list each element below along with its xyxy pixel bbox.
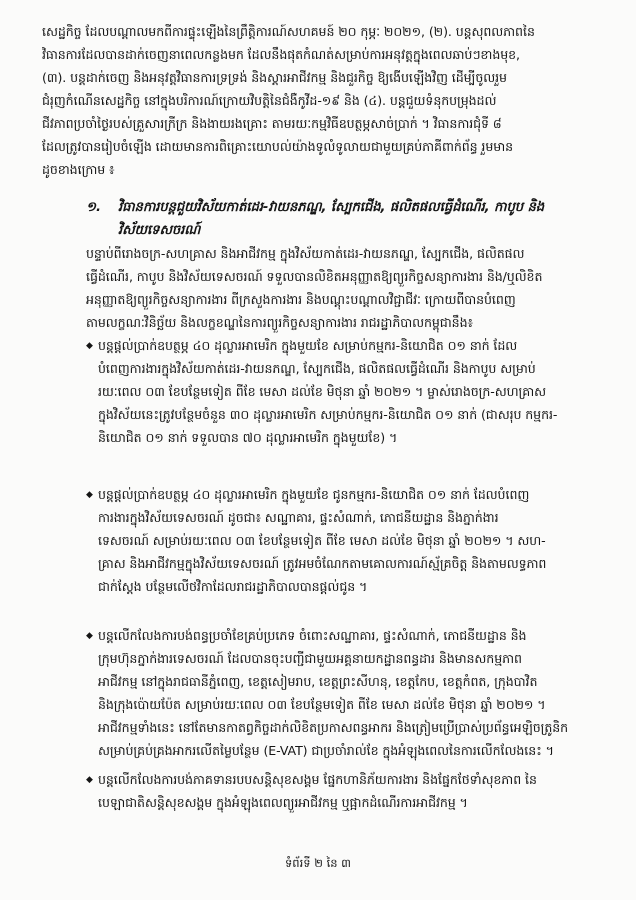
text-line: វិធានការដែលបានដាក់ចេញនាពេលកន្លងមក ដែលនឹងផុតកំណត់សម្រាប់ការអនុវត្តក្នុងពេលឆាប់ៗខាងមុខ, [42, 47, 520, 62]
list-item: និងក្រុងប៉ោយប៉ែត សម្រាប់រយៈពេល ០៣ ខែបន្ថែមទៀត ពីខែ មេសា ដល់ខែ មិថុនា ឆ្នាំ ២០២១ ។ [98, 697, 546, 712]
list-item: បន្តផ្ដល់ប្រាក់ឧបត្ថម្ភ ៤០ ដុល្លារអាមេរិក ក្នុងមួយខែ ជូនកម្មករ-និយោជិត ០១ នាក់ ដែលបំពេញ [98, 487, 530, 502]
section-heading: វិធានការបន្តជួយវិស័យកាត់ដេរ-វាយនភណ្ឌ, ស្បែកជើង, ផលិតផលធ្វើដំណើរ, កាបូប និង [118, 200, 545, 215]
list-item: ការងារក្នុងវិស័យទេសចរណ៍ ដូចជា៖ សណ្ឋាគារ, ផ្ទះសំណាក់, ភោជនីយដ្ឋាន និងភ្នាក់ងារ [98, 510, 499, 525]
list-item: ទេសចរណ៍ សម្រាប់រយៈពេល ០៣ ខែបន្ថែមទៀត ពីខែ មេសា ដល់ខែ មិថុនា ឆ្នាំ ២០២១ ។ សហ- [98, 533, 546, 548]
list-item: បន្តលើកលែងការបង់ពន្ធប្រចាំខែគ្រប់ប្រភេទ ចំពោះសណ្ឋាគារ, ផ្ទះសំណាក់, ភោជនីយដ្ឋាន និង [98, 628, 527, 643]
text-line: តាមលក្ខណៈវិនិច្ឆ័យ និងលក្ខខណ្ឌនៃការព្យួរកិច្ចសន្យាការងារ រាជរដ្ឋាភិបាលកម្ពុជានឹង៖ [86, 315, 473, 330]
list-item: បំពេញការងារក្នុងវិស័យកាត់ដេរ-វាយនភណ្ឌ, ស្បែកជើង, ផលិតផលធ្វើដំណើរ និងកាបូប សម្រាប់ [98, 361, 536, 376]
text-line: សេដ្ឋកិច្ច ដែលបណ្ដាលមកពីការផ្ទុះឡើងនៃព្រឹត្តិការណ៍សហគមន៍ ២០ កុម្ភៈ ២០២១, (២). បន្តសុពលភាពនៃ [42, 24, 535, 39]
text-line: បន្ទាប់ពីរោងចក្រ-សហគ្រាស និងអាជីវកម្ម ក្នុងវិស័យកាត់ដេរ-វាយនភណ្ឌ, ស្បែកជើង, ផលិតផល [86, 246, 525, 261]
list-item: បន្តលើកលែងការបង់ភាគទានរបបសន្តិសុខសង្គម ផ្នែកហានិភ័យការងារ និងផ្នែកថែទាំសុខភាព នៃ [98, 772, 537, 787]
page-number: ទំព័រទី ២ នៃ ៣ [285, 856, 351, 870]
text-line: អនុញ្ញាតឱ្យព្យួរកិច្ចសន្យាការងារ ពីក្រសួងការងារ និងបណ្ដុះបណ្ដាលវិជ្ជាជីវៈ ក្រោយពីបានបំពេញ [86, 292, 516, 307]
list-item: រយៈពេល ០៣ ខែបន្ថែមទៀត ពីខែ មេសា ដល់ខែ មិថុនា ឆ្នាំ ២០២១ ។ ម្ចាស់រោងចក្រ-សហគ្រាស [98, 384, 547, 399]
list-item: អាជីវកម្ម នៅក្នុងរាជធានីភ្នំពេញ, ខេត្តសៀមរាប, ខេត្តព្រះសីហនុ, ខេត្តកែប, ខេត្តកំពត, ក្រុងបាវិត [98, 674, 538, 689]
list-item: សម្រាប់គ្រប់គ្រងអាករលើតម្លៃបន្ថែម (E-VAT) ជាប្រចាំរាល់ខែ ក្នុងអំឡុងពេលនៃការលើកលែងនេះ ។ [98, 743, 554, 758]
list-item: គ្រាស និងអាជីវកម្មក្នុងវិស័យទេសចរណ៍ ត្រូវអមចំណែកតាមគោលការណ៍ស្ម័គ្រចិត្ត និងតាមលទ្ធភាព [98, 556, 547, 571]
section-number: ១. [86, 200, 101, 215]
list-item: បេឡាជាតិសន្តិសុខសង្គម ក្នុងអំឡុងពេលព្យួរអាជីវកម្ម ឬផ្អាកដំណើរការអាជីវកម្ម ។ [98, 795, 468, 810]
list-item: បន្តផ្ដល់ប្រាក់ឧបត្ថម្ភ ៤០ ដុល្លារអាមេរិក ក្នុងមួយខែ សម្រាប់កម្មករ-និយោជិត ០១ នាក់ ដែល [98, 338, 518, 353]
text-line: ជំរុញកំណើនសេដ្ឋកិច្ច នៅក្នុងបរិការណ៍ក្រោយវិបត្តិនៃជំងឺកូវីដ-១៩ និង (៤). បន្តជួយទំនុកបម្រុងដល់ [42, 93, 497, 108]
list-item: ក្រុមហ៊ុនភ្នាក់ងារទេសចរណ៍ ដែលបានចុះបញ្ជីជាមួយអគ្គនាយកដ្ឋានពន្ធដារ និងមានសកម្មភាព [98, 651, 522, 666]
list-item: អាជីវកម្មទាំងនេះ នៅតែមានកាតព្វកិច្ចដាក់លិខិតប្រកាសពន្ធអាករ និងត្រៀមប្រើប្រាស់ប្រព័ន្ធអេឡិចត្រូនិក [98, 720, 569, 735]
text-line: ដូចខាងក្រោម ៖ [42, 162, 115, 177]
text-line: (៣). បន្តដាក់ចេញ និងអនុវត្តវិធានការទ្រទ្រង់ និងស្ដារអាជីវកម្ម និងជួរកិច្ច ឱ្យងើបឡើងវិញ ដើម្បីចូលរួម [42, 70, 507, 85]
section-heading: វិស័យទេសចរណ៍ [118, 223, 201, 238]
list-item: ក្នុងវិស័យនេះត្រូវបន្ថែមចំនួន ៣០ ដុល្លារអាមេរិក សម្រាប់កម្មករ-និយោជិត ០១ នាក់ (ជាសរុប កម្មករ- [98, 407, 558, 422]
text-line: ដែលត្រូវបានរៀបចំឡើង ដោយមានការពិគ្រោះយោបល់យ៉ាងទូលំទូលាយជាមួយគ្រប់ភាគីពាក់ព័ន្ធ រួមមាន [42, 139, 513, 154]
bullet-icon: ◆ [86, 775, 93, 785]
list-item: និយោជិត ០១ នាក់ ទទួលបាន ៧០ ដុល្លារអាមេរិក ក្នុងមួយខែ) ។ [98, 430, 398, 445]
text-line: ធ្វើដំណើរ, កាបូប និងវិស័យទេសចរណ៍ ទទួលបានលិខិតអនុញ្ញាតឱ្យព្យួរកិច្ចសន្យាការងារ និង/ឬលិខិត [86, 269, 543, 284]
list-item: ជាក់ស្ដែង បន្ថែមលើថវិកាដែលរាជរដ្ឋាភិបាលបានផ្ដល់ជូន ។ [98, 579, 368, 594]
text-line: ជីវភាពប្រចាំថ្ងៃរបស់គ្រួសារក្រីក្រ និងងាយរងគ្រោះ តាមរយៈកម្មវិធីឧបត្ថម្ភសាច់ប្រាក់ ។ វិធានការជុំទី ៨ [42, 116, 502, 131]
bullet-icon: ◆ [86, 490, 93, 500]
bullet-icon: ◆ [86, 341, 93, 351]
bullet-icon: ◆ [86, 631, 93, 641]
